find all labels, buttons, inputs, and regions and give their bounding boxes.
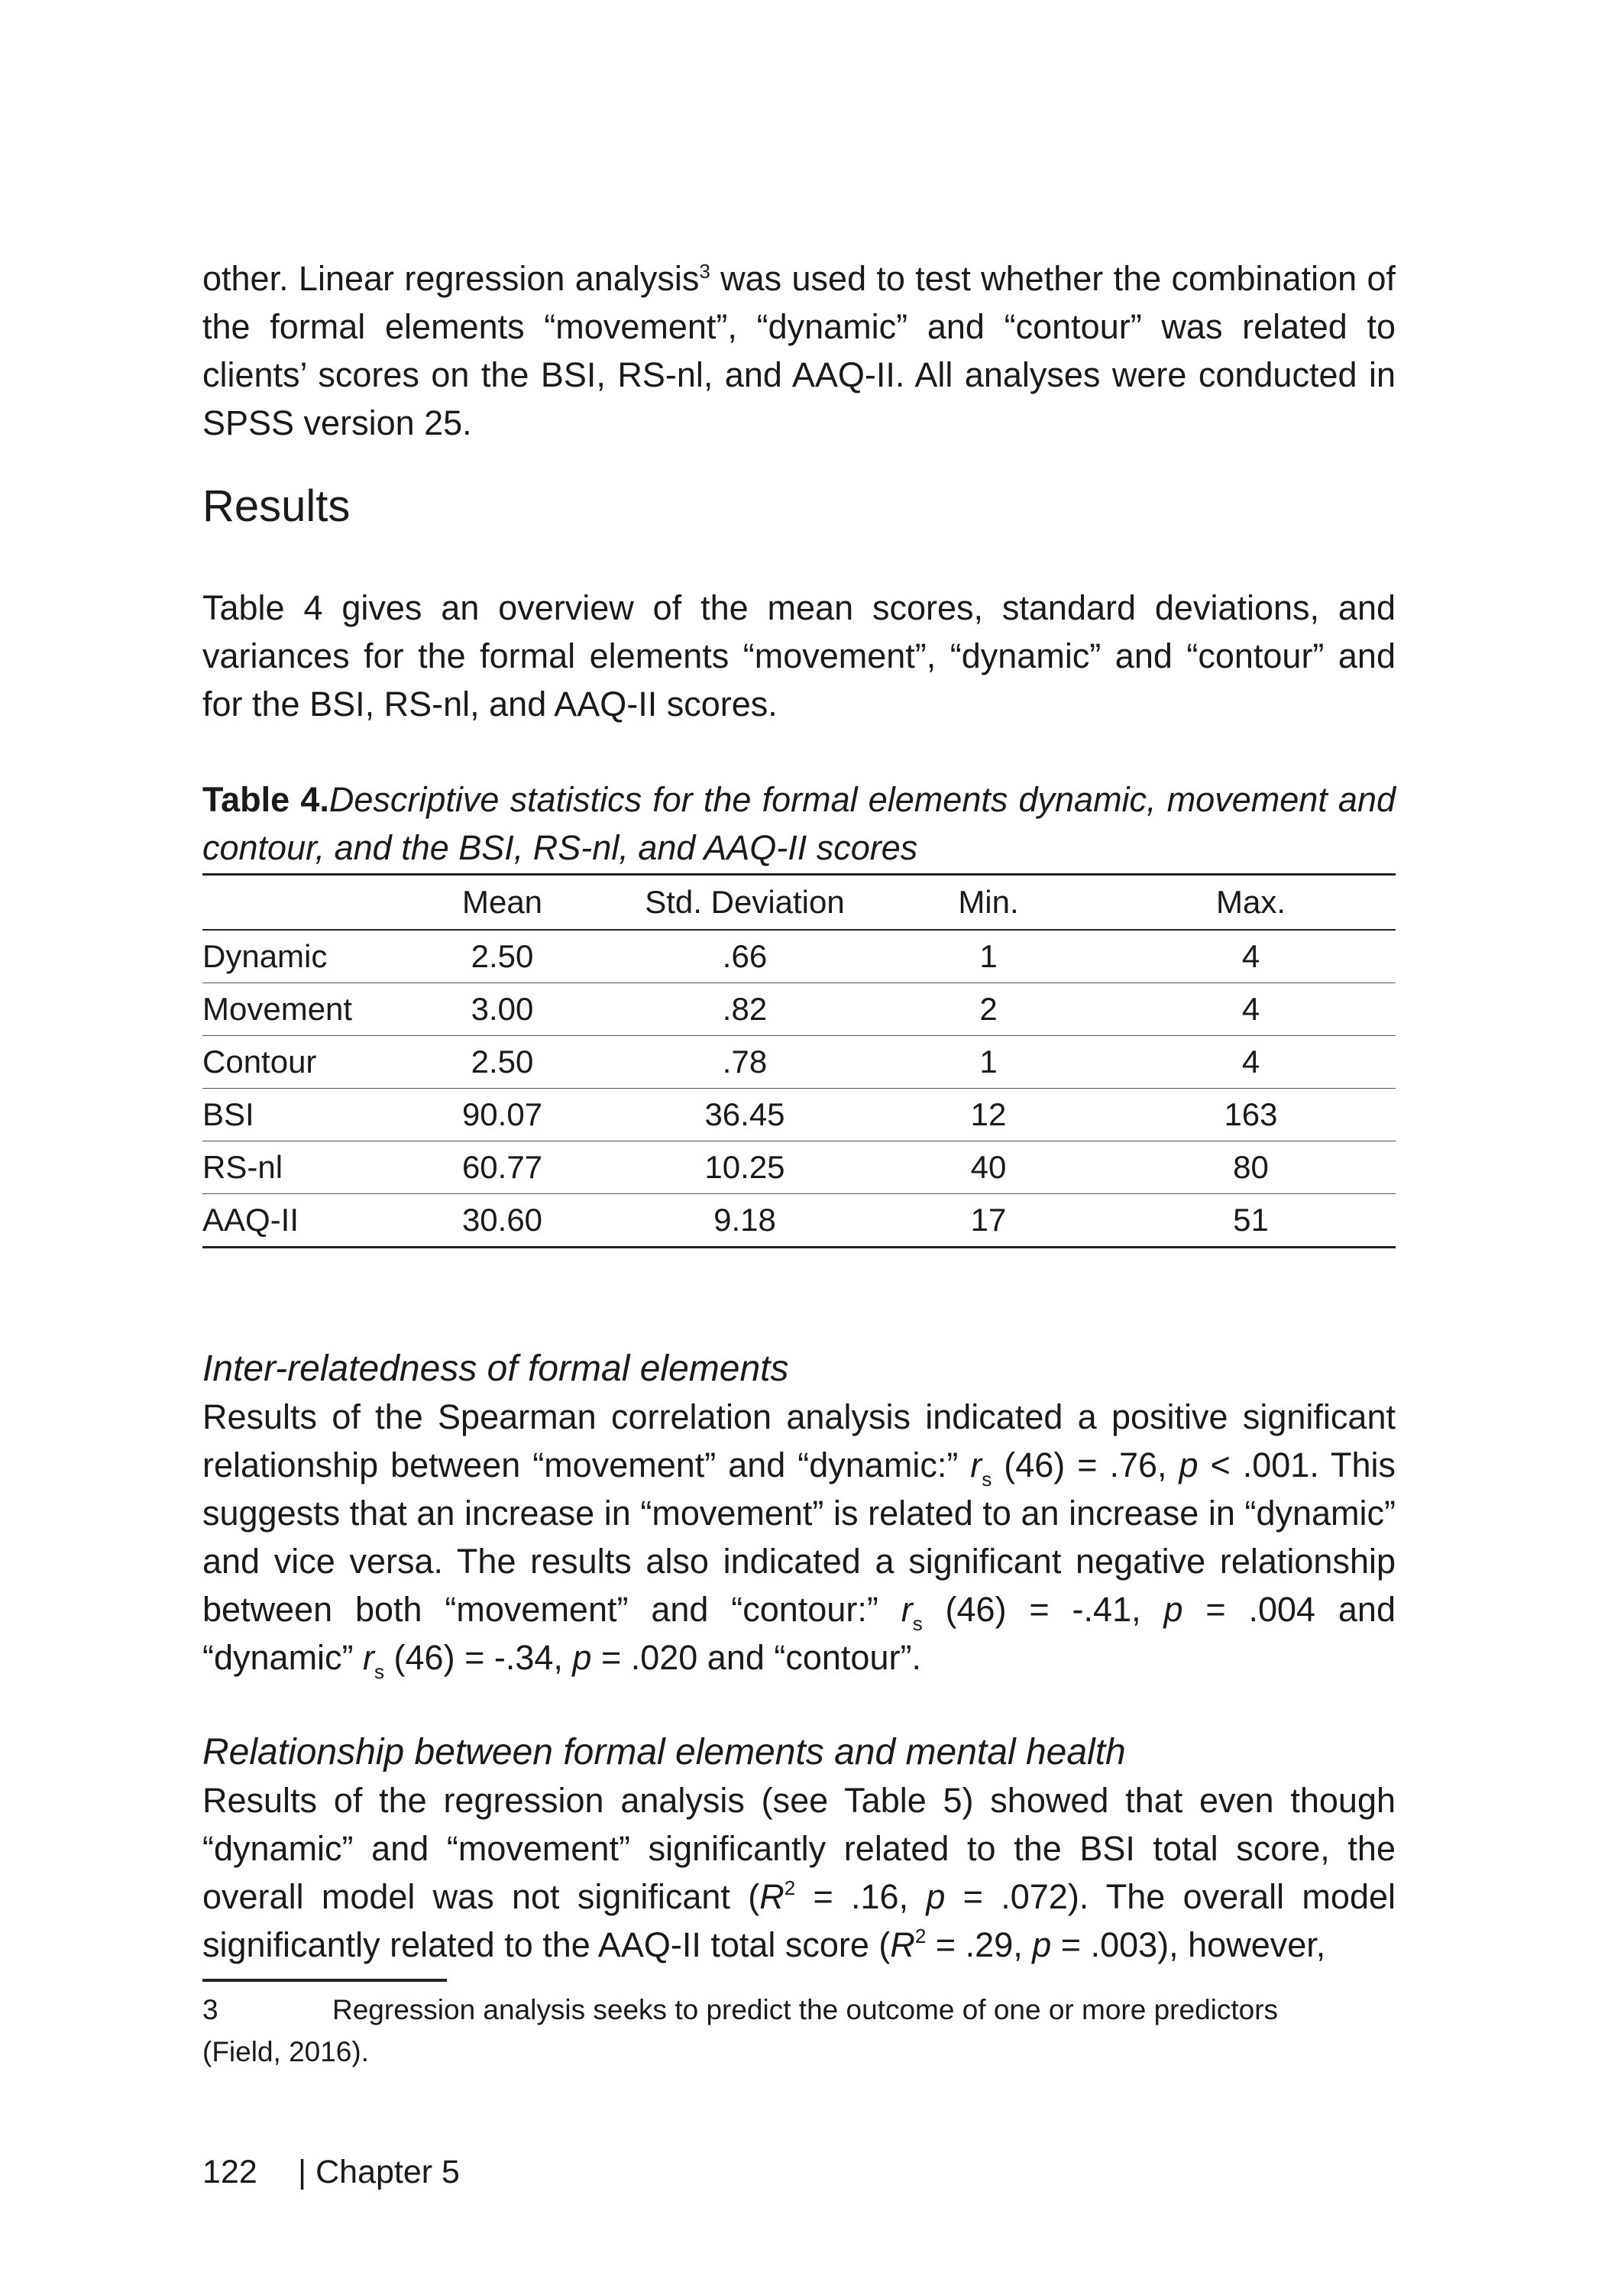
cell-max: 51 [1106, 1194, 1396, 1248]
footnote-number: 3 [202, 1994, 218, 2025]
intro-paragraph: other. Linear regression analysis$^3$ was used to test whether the combination of the formal elements “movement”, “dynamic” and “contour” was related to clients’ scores on the BSI, RS-nl, and AAQ-II. All analyses were conducted in SPSS version 25. [202, 259, 1396, 442]
table-row [202, 1141, 1396, 1194]
section-paragraph: Results of the regression analysis (see Table 5) showed that even though “dynamic” and “movement” significantly related to the BSI total score, the overall model was not significant ($R^2 = .16$, p = .072). The overall model significantly related to the AAQ-II total score ($R^2 = .29$, p = .003), however, [202, 1781, 1396, 1964]
section-heading: Relationship between formal elements and mental health [202, 1732, 1126, 1772]
section-mental-health [202, 1728, 1396, 1969]
section-paragraph: Results of the Spearman correlation analysis indicated a positive significant relationship between “movement” and “dynamic:” $r_s$ (46) = .76, p < .001. This suggests that an increase in “movement” is related to an increase in “dynamic” and vice versa. The results also indicated a significant negative relationship between both “movement” and “contour:” $r_s$ (46) = -.41, p = .004 and “dynamic” $r_s$ (46) = -.34, p = .020 and “contour”. [202, 1397, 1396, 1683]
descriptive-statistics-table [202, 873, 1396, 1248]
results-block [202, 584, 1396, 728]
table-row [202, 983, 1396, 1036]
cell-mean: 2.50 [386, 1036, 619, 1089]
cell-mean: 30.60 [386, 1194, 619, 1248]
cell-std-deviation: 10.25 [619, 1141, 871, 1194]
results-paragraph: Table 4 gives an overview of the mean scores, standard deviations, and variances for the formal elements “movement”, “dynamic” and “contour” and for the BSI, RS-nl, and AAQ-II scores. [202, 588, 1396, 724]
results-heading: Results [202, 481, 351, 531]
cell-max: 4 [1106, 930, 1396, 983]
row-label: Movement [202, 983, 386, 1036]
table-header-row [202, 875, 1396, 931]
header-min: Min. [871, 875, 1106, 931]
cell-min: 1 [871, 1036, 1106, 1089]
cell-min: 2 [871, 983, 1106, 1036]
descriptive-table-wrap [202, 873, 1396, 1248]
table-row [202, 1036, 1396, 1089]
cell-std-deviation: 36.45 [619, 1089, 871, 1141]
chapter-label: | Chapter 5 [298, 2154, 460, 2190]
page-number: 122 [202, 2154, 257, 2190]
cell-min: 40 [871, 1141, 1106, 1194]
footnote [202, 1989, 1396, 2073]
cell-mean: 90.07 [386, 1089, 619, 1141]
cell-max: 4 [1106, 1036, 1396, 1089]
table-row [202, 1089, 1396, 1141]
table-caption-text: Descriptive statistics for the formal elements dynamic, movement and contour, and the BSI, RS-nl, and AAQ-II scores [202, 780, 1396, 867]
footnote-divider [202, 1979, 447, 1982]
table-label: Table 4. [202, 780, 329, 819]
header-mean: Mean [386, 875, 619, 931]
section-heading: Inter-relatedness of formal elements [202, 1348, 789, 1389]
row-label: BSI [202, 1089, 386, 1141]
table-row [202, 1194, 1396, 1248]
cell-mean: 2.50 [386, 930, 619, 983]
cell-std-deviation: .66 [619, 930, 871, 983]
header-blank [202, 875, 386, 931]
cell-std-deviation: .82 [619, 983, 871, 1036]
footnote-text: Regression analysis seeks to predict the outcome of one or more predictors [332, 1994, 1279, 2025]
cell-mean: 3.00 [386, 983, 619, 1036]
header-max: Max. [1106, 875, 1396, 931]
row-label: RS-nl [202, 1141, 386, 1194]
page-footer [202, 2151, 460, 2193]
row-label: Dynamic [202, 930, 386, 983]
row-label: AAQ-II [202, 1194, 386, 1248]
section-interrelatedness [202, 1345, 1396, 1682]
cell-min: 17 [871, 1194, 1106, 1248]
table-caption [202, 775, 1396, 872]
cell-max: 4 [1106, 983, 1396, 1036]
cell-max: 80 [1106, 1141, 1396, 1194]
footnote-citation: (Field, 2016). [202, 2036, 369, 2067]
cell-mean: 60.77 [386, 1141, 619, 1194]
row-label: Contour [202, 1036, 386, 1089]
footnote-ref[interactable]: 3 [699, 260, 710, 283]
cell-std-deviation: 9.18 [619, 1194, 871, 1248]
cell-min: 12 [871, 1089, 1106, 1141]
header-std-deviation: Std. Deviation [619, 875, 871, 931]
cell-min: 1 [871, 930, 1106, 983]
intro-block [202, 254, 1396, 447]
table-row [202, 930, 1396, 983]
cell-max: 163 [1106, 1089, 1396, 1141]
cell-std-deviation: .78 [619, 1036, 871, 1089]
